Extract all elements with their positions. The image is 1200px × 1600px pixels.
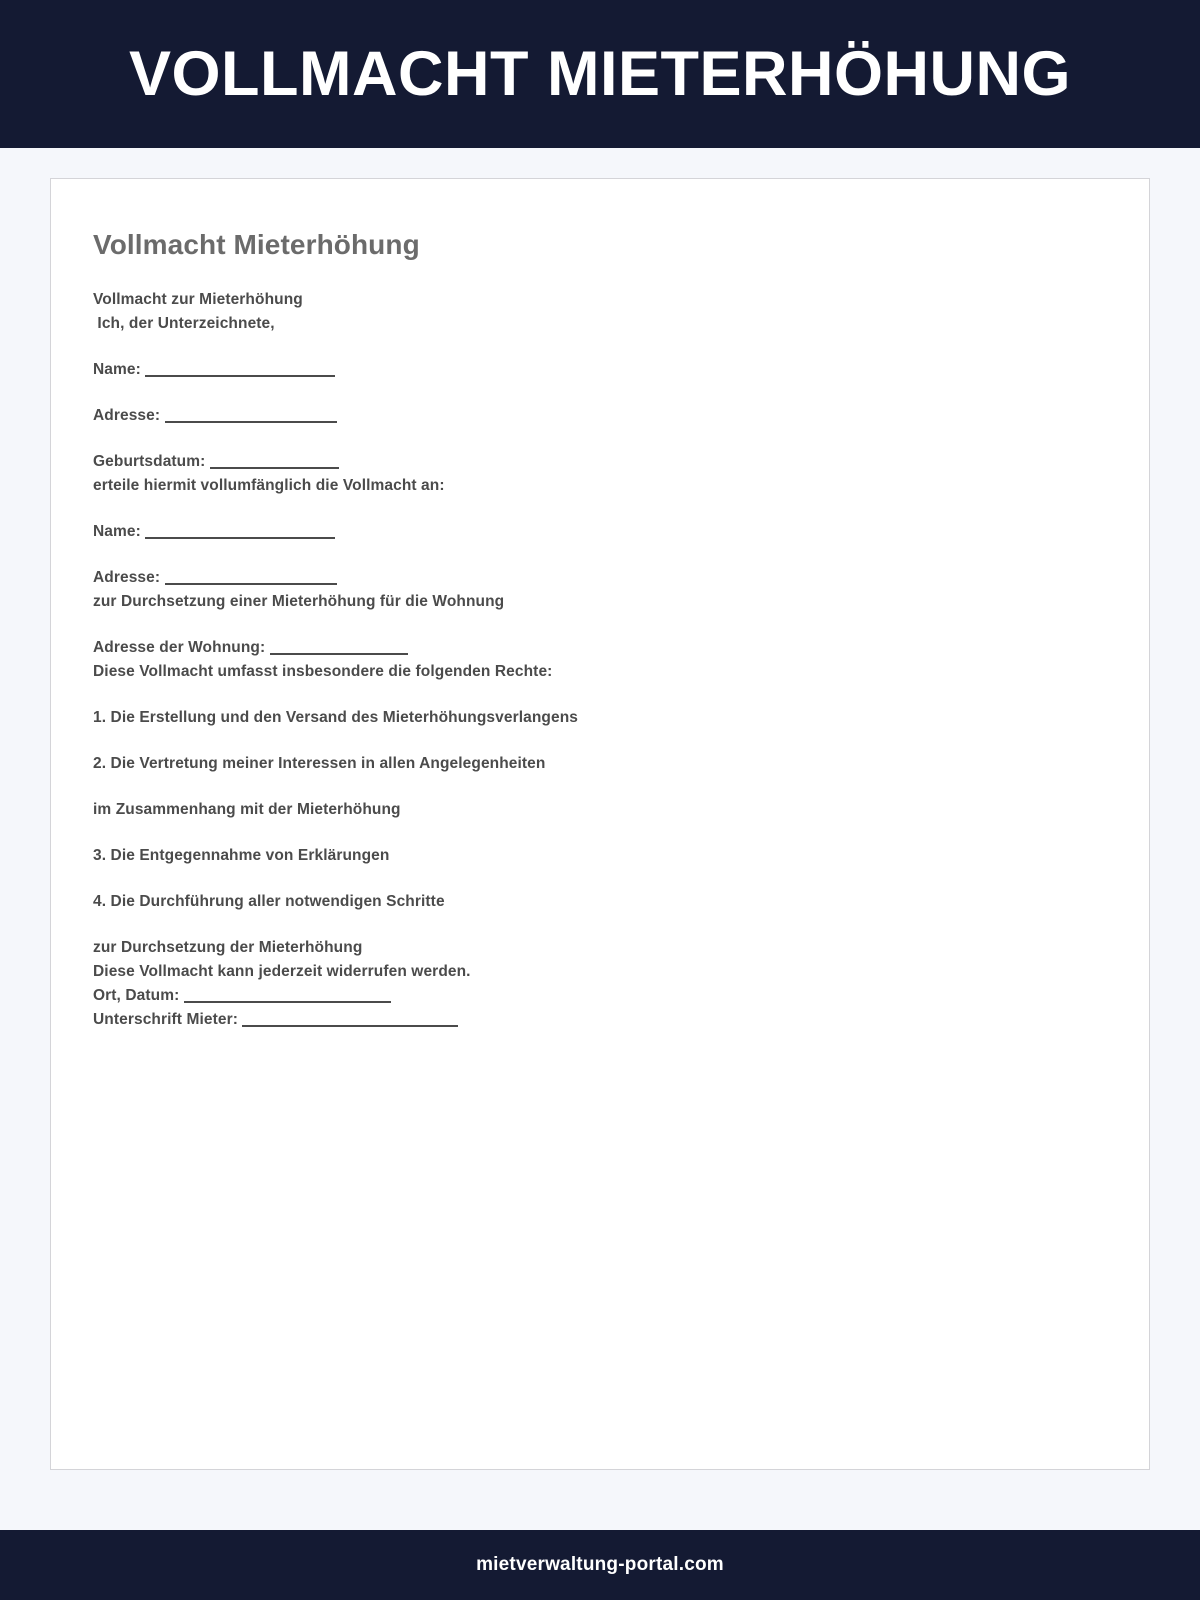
document-line: Unterschrift Mieter: xyxy=(93,1008,1109,1032)
page-footer-banner xyxy=(0,1530,1200,1600)
document-line: Ort, Datum: xyxy=(93,984,1109,1008)
document-paragraph xyxy=(93,358,1109,382)
document-line: 2. Die Vertretung meiner Interessen in allen Angelegenheiten xyxy=(93,754,546,772)
fill-in-blank-rule xyxy=(145,375,335,377)
document-paragraph xyxy=(93,706,1109,730)
fill-in-blank-rule xyxy=(165,583,337,585)
main-content-area xyxy=(0,148,1200,1530)
document-paragraph xyxy=(93,520,1109,544)
fill-in-blank-rule xyxy=(270,653,408,655)
document-line: Adresse der Wohnung: xyxy=(93,636,1109,660)
fill-in-blank-rule xyxy=(184,1001,391,1003)
document-paragraph xyxy=(93,636,1109,684)
document-line: Diese Vollmacht umfasst insbesondere die folgenden Rechte: xyxy=(93,662,553,680)
document-paragraph xyxy=(93,890,1109,914)
document-line: Name: xyxy=(93,520,1109,544)
document-line: im Zusammenhang mit der Mieterhöhung xyxy=(93,800,401,818)
document-line: erteile hiermit vollumfänglich die Vollmacht an: xyxy=(93,476,445,494)
fill-in-blank-rule xyxy=(242,1025,458,1027)
document-paragraph xyxy=(93,566,1109,614)
document-line: zur Durchsetzung einer Mieterhöhung für die Wohnung xyxy=(93,592,505,610)
document-line: Adresse: xyxy=(93,404,1109,428)
document-paragraph xyxy=(93,288,1109,336)
document-line: zur Durchsetzung der Mieterhöhung xyxy=(93,938,363,956)
document-line: Name: xyxy=(93,358,1109,382)
document-paragraph xyxy=(93,752,1109,776)
document-paragraph xyxy=(93,936,1109,1032)
document-line: 4. Die Durchführung aller notwendigen Schritte xyxy=(93,892,445,910)
document-line: Diese Vollmacht kann jederzeit widerrufen werden. xyxy=(93,962,471,980)
document-line: 1. Die Erstellung und den Versand des Mieterhöhungsverlangens xyxy=(93,708,578,726)
document-title: Vollmacht Mieterhöhung xyxy=(93,229,420,260)
document-line: Geburtsdatum: xyxy=(93,450,1109,474)
page-header-banner xyxy=(0,0,1200,148)
fill-in-blank-rule xyxy=(145,537,335,539)
document-card xyxy=(50,178,1150,1470)
fill-in-blank-rule xyxy=(210,467,339,469)
document-paragraph xyxy=(93,844,1109,868)
footer-website-label: mietverwaltung-portal.com xyxy=(476,1554,724,1575)
document-line: 3. Die Entgegennahme von Erklärungen xyxy=(93,846,390,864)
document-line: Ich, der Unterzeichnete, xyxy=(93,314,275,332)
fill-in-blank-rule xyxy=(165,421,337,423)
document-body xyxy=(93,288,1109,1032)
document-line: Adresse: xyxy=(93,566,1109,590)
document-line: Vollmacht zur Mieterhöhung xyxy=(93,290,303,308)
page-title: VOLLMACHT MIETERHÖHUNG xyxy=(129,38,1071,109)
document-paragraph xyxy=(93,404,1109,428)
document-paragraph xyxy=(93,450,1109,498)
document-paragraph xyxy=(93,798,1109,822)
